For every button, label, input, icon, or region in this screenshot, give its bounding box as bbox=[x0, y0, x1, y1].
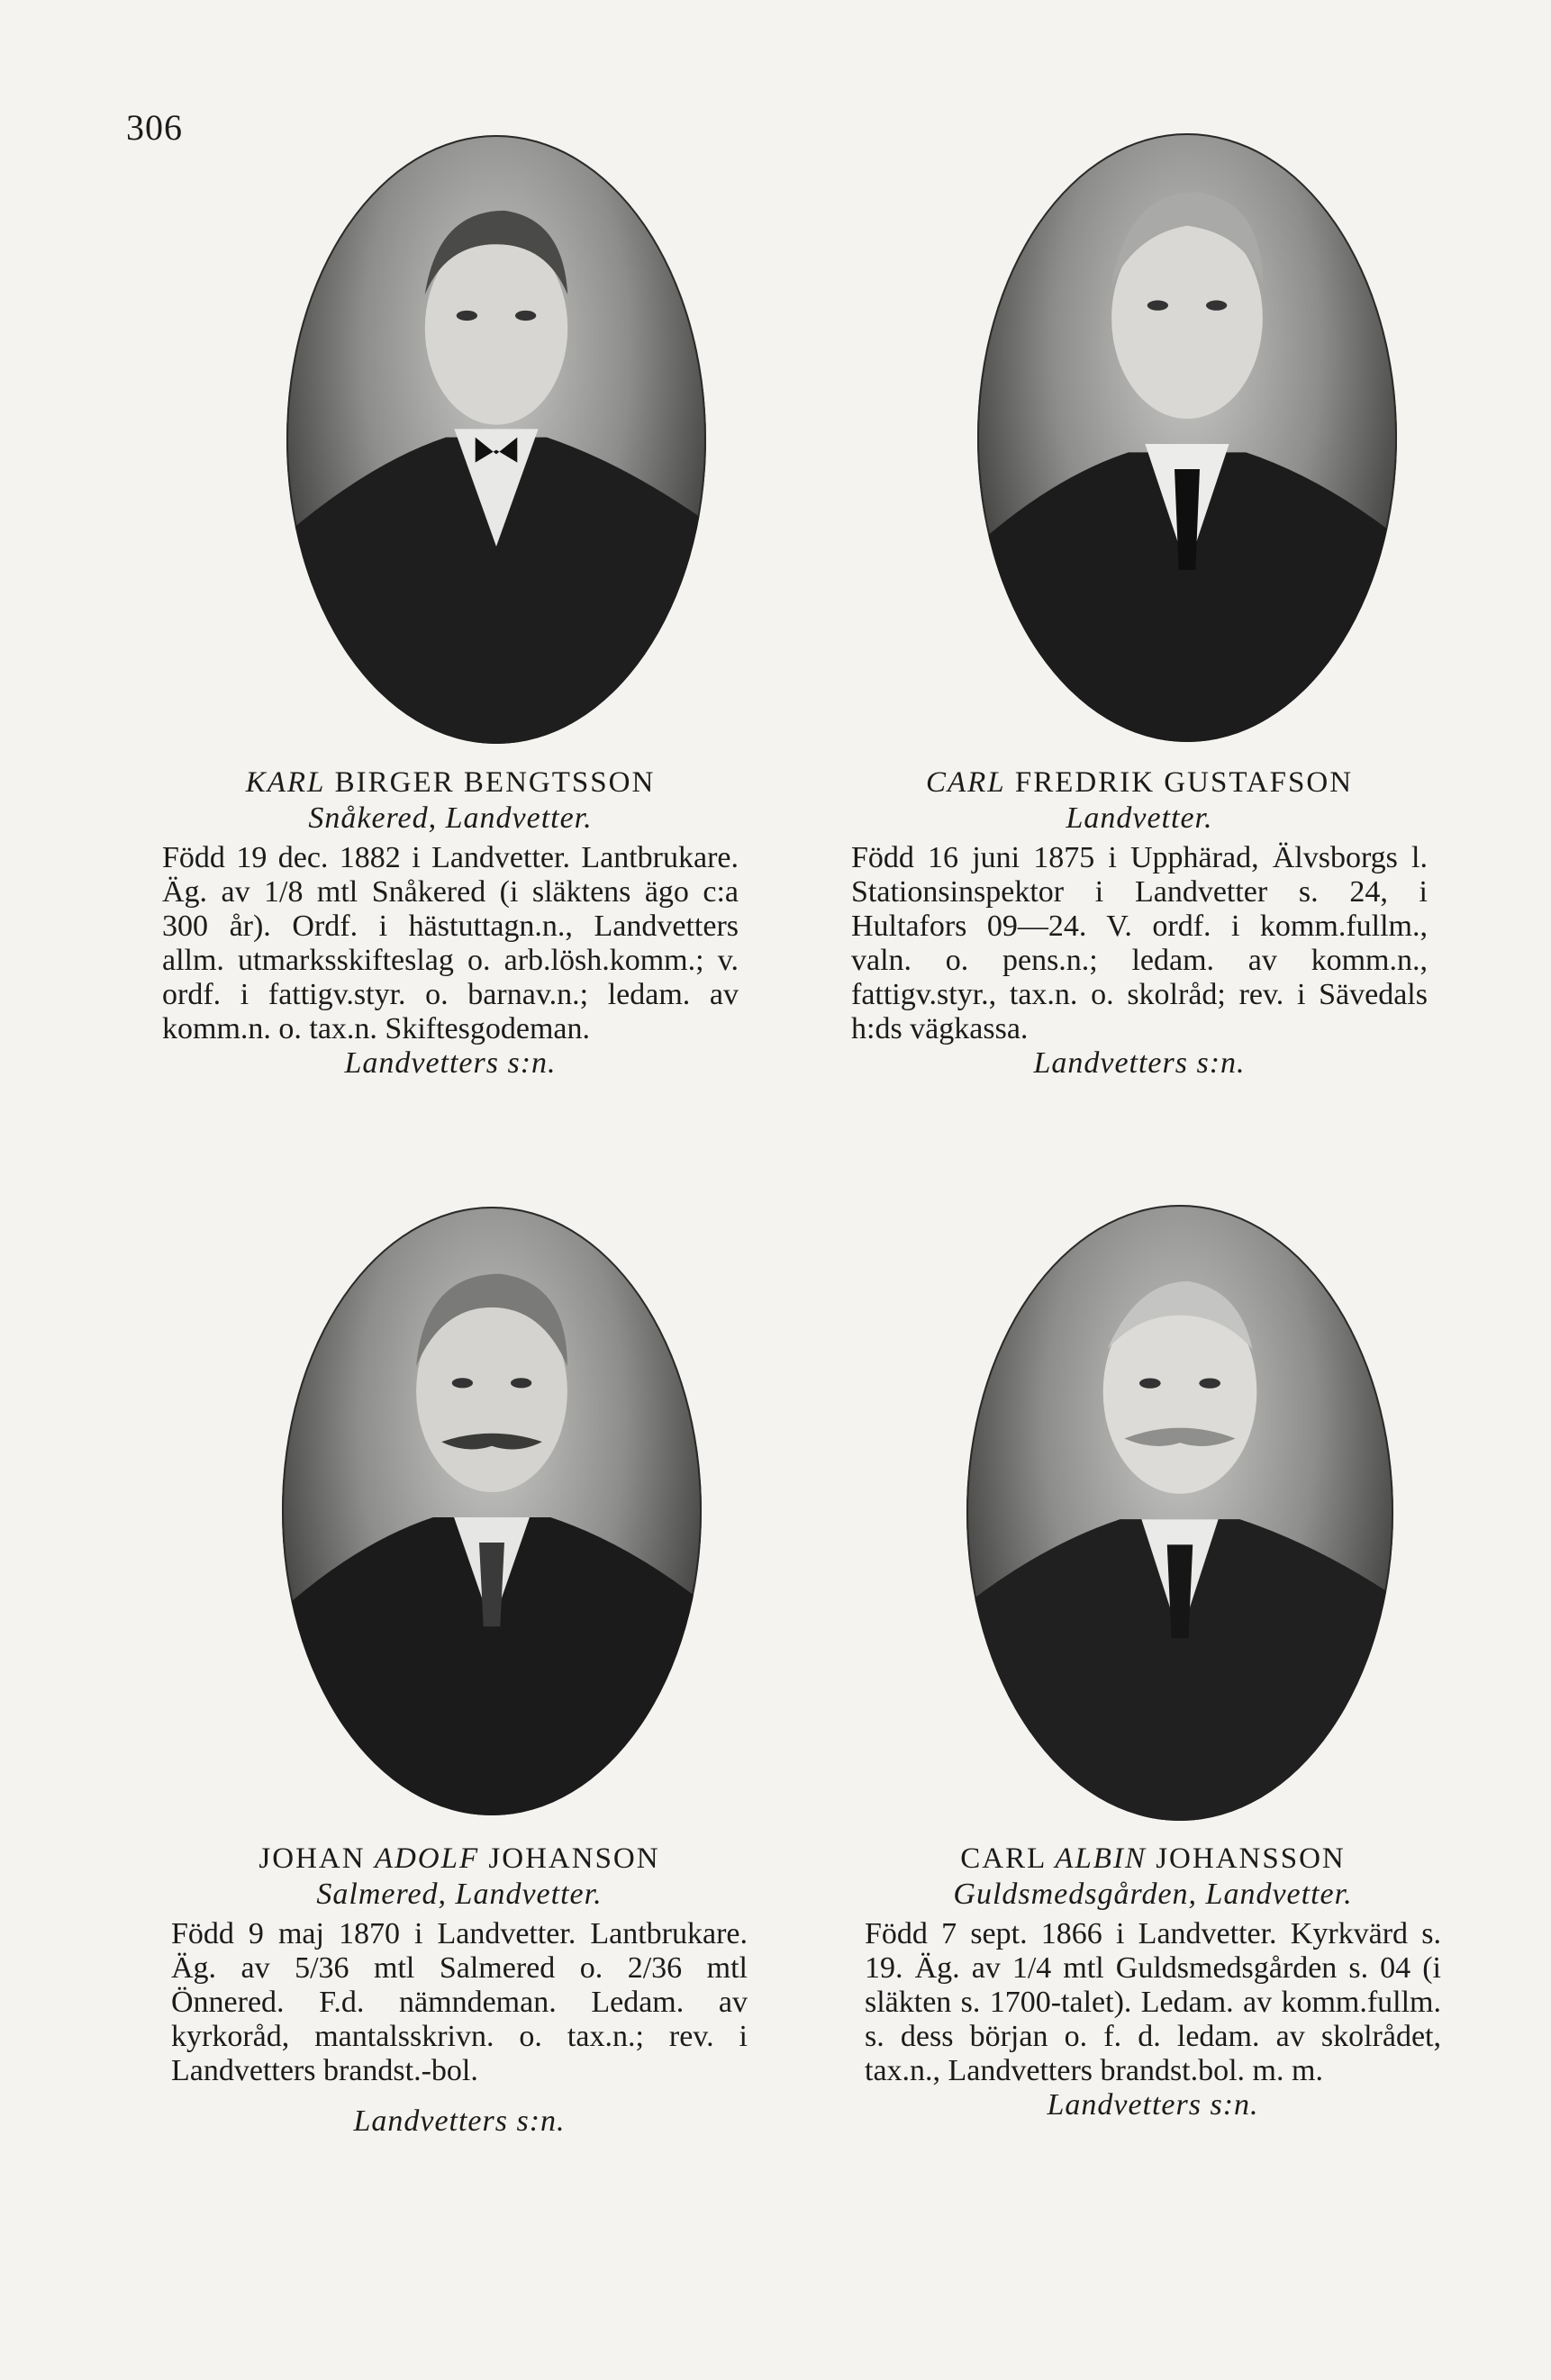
biography-text: Född 16 juni 1875 i Upphärad, Älvsborgs l. Stationsinspektor i Landvetter s. 24, i Hultafors 09—24. V. ordf. i komm.fullm., valn. o. pens.n.; ledam. av komm.n., fattigv.styr., tax.n. o. skolråd; rev. i Sävedals h:ds vägkassa. bbox=[851, 841, 1428, 1045]
parish-signature: Landvetters s:n. bbox=[353, 2104, 566, 2138]
person-place: Snåkered, Landvetter. bbox=[308, 801, 593, 835]
portrait-photo bbox=[282, 1207, 702, 1815]
person-name: JOHAN ADOLF JOHANSON bbox=[258, 1842, 660, 1875]
person-name: CARL ALBIN JOHANSSON bbox=[960, 1842, 1346, 1875]
portrait-photo bbox=[286, 135, 706, 744]
person-name: CARL FREDRIK GUSTAFSON bbox=[925, 766, 1354, 799]
portrait-photo bbox=[977, 133, 1397, 742]
person-place: Salmered, Landvetter. bbox=[316, 1878, 603, 1911]
page-number: 306 bbox=[126, 107, 183, 148]
biography-entry bbox=[171, 1842, 748, 2139]
biography-text: Född 9 maj 1870 i Landvetter. Lantbrukare. Äg. av 5/36 mtl Salmered o. 2/36 mtl Önnered. F.d. nämndeman. Ledam. av kyrkoråd, mantalsskrivn. o. tax.n.; rev. i Landvetters brandst.-bol. bbox=[171, 1917, 748, 2087]
person-place: Guldsmedsgården, Landvetter. bbox=[953, 1878, 1353, 1911]
man-portrait-icon bbox=[966, 1205, 1393, 1821]
person-place: Landvetter. bbox=[1066, 801, 1213, 835]
person-name: KARL BIRGER BENGTSSON bbox=[245, 766, 656, 799]
parish-signature: Landvetters s:n. bbox=[344, 1046, 557, 1080]
portrait-photo bbox=[966, 1205, 1393, 1821]
biography-text: Född 7 sept. 1866 i Landvetter. Kyrkvärd s. 19. Äg. av 1/4 mtl Guldsmedsgården s. 04 (i släkten s. 1700-talet). Ledam. av komm.fullm. s. dess början o. f. d. ledam. av skolrådet, tax.n., Landvetters brandst.bol. m. m. bbox=[865, 1917, 1441, 2087]
biography-entry bbox=[865, 1842, 1441, 2122]
man-portrait-icon bbox=[286, 135, 706, 744]
man-portrait-icon bbox=[282, 1207, 702, 1815]
parish-signature: Landvetters s:n. bbox=[1047, 2088, 1259, 2122]
biography-entry bbox=[851, 765, 1428, 1081]
parish-signature: Landvetters s:n. bbox=[1033, 1046, 1246, 1080]
biography-text: Född 19 dec. 1882 i Landvetter. Lantbrukare. Äg. av 1/8 mtl Snåkered (i släktens ägo c:a 300 år). Ordf. i hästuttagn.n., Landvetters allm. utmarksskifteslag o. arb.lösh.komm.; v. ordf. i fattigv.styr. o. barnav.n.; ledam. av komm.n. o. tax.n. Skiftesgodeman. bbox=[162, 841, 739, 1045]
man-portrait-icon bbox=[977, 133, 1397, 742]
biography-entry bbox=[162, 765, 739, 1081]
